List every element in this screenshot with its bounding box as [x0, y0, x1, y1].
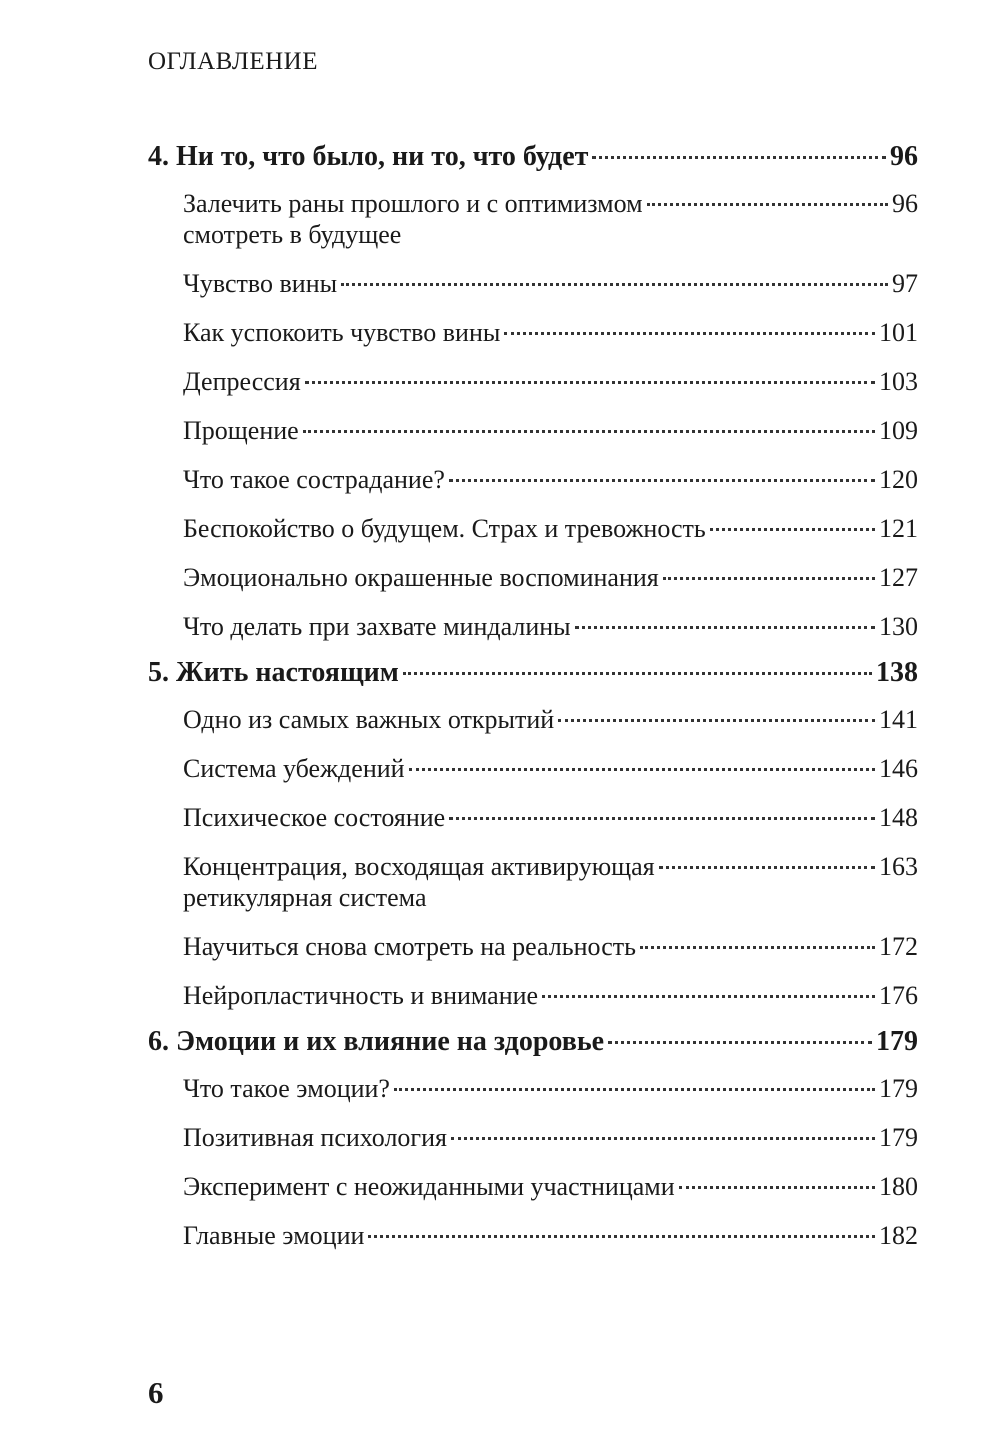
- entry-title: Прощение: [183, 416, 299, 445]
- entry-page-number: 180: [879, 1172, 918, 1201]
- entry-title: Залечить раны прошлого и с оптимизмом смотреть в будущее: [183, 189, 643, 249]
- entry-title: Позитивная психология: [183, 1123, 447, 1152]
- running-head: ОГЛАВЛЕНИЕ: [148, 48, 318, 75]
- dot-leader: [303, 430, 875, 433]
- toc-entry: [148, 415, 918, 446]
- entry-page-number: 179: [879, 1074, 918, 1103]
- entry-title: Одно из самых важных открытий: [183, 705, 555, 734]
- toc-entry: [148, 931, 918, 962]
- entry-page-number: 182: [879, 1221, 918, 1250]
- dot-leader: [608, 1041, 872, 1044]
- toc-entry: [148, 704, 918, 735]
- entry-page-number: 146: [879, 754, 918, 783]
- dot-leader: [341, 283, 888, 286]
- chapter-page-number: 138: [876, 657, 918, 688]
- entry-page-number: 130: [879, 612, 918, 641]
- entry-page-number: 141: [879, 705, 918, 734]
- toc-entry: [148, 464, 918, 495]
- toc-entry: [148, 611, 918, 642]
- dot-leader: [558, 719, 875, 722]
- entry-title: Депрессия: [183, 367, 301, 396]
- entry-title: Нейропластичность и внимание: [183, 981, 539, 1010]
- dot-leader: [368, 1235, 875, 1238]
- toc-entry: [148, 1073, 918, 1104]
- toc-entry: [148, 317, 918, 348]
- entry-page-number: 148: [879, 803, 918, 832]
- chapter-title: 5. Жить настоящим: [148, 657, 399, 688]
- dot-leader: [305, 381, 875, 384]
- dot-leader: [575, 626, 875, 629]
- toc-entry: [148, 562, 918, 593]
- entry-title: Что делать при захвате миндалины: [183, 612, 571, 641]
- entry-title: Что такое сострадание?: [183, 465, 445, 494]
- entry-page-number: 103: [879, 367, 918, 396]
- entry-title: Эксперимент с неожиданными участницами: [183, 1172, 675, 1201]
- dot-leader: [710, 528, 875, 531]
- dot-leader: [449, 817, 875, 820]
- chapter-title: 6. Эмоции и их влияние на здоровье: [148, 1026, 605, 1057]
- dot-leader: [504, 332, 875, 335]
- entry-page-number: 101: [879, 318, 918, 347]
- dot-leader: [449, 479, 875, 482]
- toc-entry: [148, 366, 918, 397]
- dot-leader: [394, 1088, 875, 1091]
- entry-page-number: 97: [892, 269, 918, 298]
- entry-page-number: 163: [879, 852, 918, 881]
- chapter-title: 4. Ни то, что было, ни то, что будет: [148, 141, 589, 172]
- dot-leader: [542, 995, 875, 998]
- toc-entry: [148, 1171, 918, 1202]
- dot-leader: [663, 577, 875, 580]
- entry-page-number: 172: [879, 932, 918, 961]
- toc-entry: [148, 1220, 918, 1251]
- toc-entry: [148, 802, 918, 833]
- toc-entry: [148, 188, 918, 250]
- toc-entry: [148, 980, 918, 1011]
- entry-page-number: 179: [879, 1123, 918, 1152]
- chapter-page-number: 96: [890, 141, 918, 172]
- page-number: 6: [148, 1375, 164, 1410]
- entry-title: Научиться снова смотреть на реальность: [183, 932, 636, 961]
- entry-title: Беспокойство о будущем. Страх и тревожность: [183, 514, 706, 543]
- chapter-heading: [148, 140, 918, 174]
- table-of-contents: [148, 140, 918, 1251]
- entry-page-number: 96: [892, 189, 918, 218]
- dot-leader: [679, 1186, 875, 1189]
- entry-page-number: 109: [879, 416, 918, 445]
- entry-title: Чувство вины: [183, 269, 338, 298]
- chapter-heading: [148, 1025, 918, 1059]
- entry-page-number: 120: [879, 465, 918, 494]
- dot-leader: [647, 203, 888, 206]
- dot-leader: [451, 1137, 875, 1140]
- chapter-4: [148, 140, 918, 642]
- entry-page-number: 176: [879, 981, 918, 1010]
- entry-title: Система убеждений: [183, 754, 405, 783]
- dot-leader: [659, 866, 875, 869]
- dot-leader: [409, 768, 875, 771]
- toc-entry: [148, 1122, 918, 1153]
- chapter-page-number: 179: [876, 1026, 918, 1057]
- chapter-5: [148, 656, 918, 1011]
- entry-title: Концентрация, восходящая активирующая ретикулярная система: [183, 852, 655, 912]
- toc-entry: [148, 753, 918, 784]
- toc-entry: [148, 268, 918, 299]
- dot-leader: [403, 672, 872, 675]
- dot-leader: [592, 156, 886, 159]
- entry-page-number: 127: [879, 563, 918, 592]
- entry-page-number: 121: [879, 514, 918, 543]
- toc-entry: [148, 851, 918, 913]
- entry-title: Что такое эмоции?: [183, 1074, 390, 1103]
- entry-title: Эмоционально окрашенные воспоминания: [183, 563, 659, 592]
- entry-title: Психическое состояние: [183, 803, 446, 832]
- toc-entry: [148, 513, 918, 544]
- entry-title: Главные эмоции: [183, 1221, 365, 1250]
- dot-leader: [640, 946, 875, 949]
- chapter-6: [148, 1025, 918, 1251]
- chapter-heading: [148, 656, 918, 690]
- entry-title: Как успокоить чувство вины: [183, 318, 501, 347]
